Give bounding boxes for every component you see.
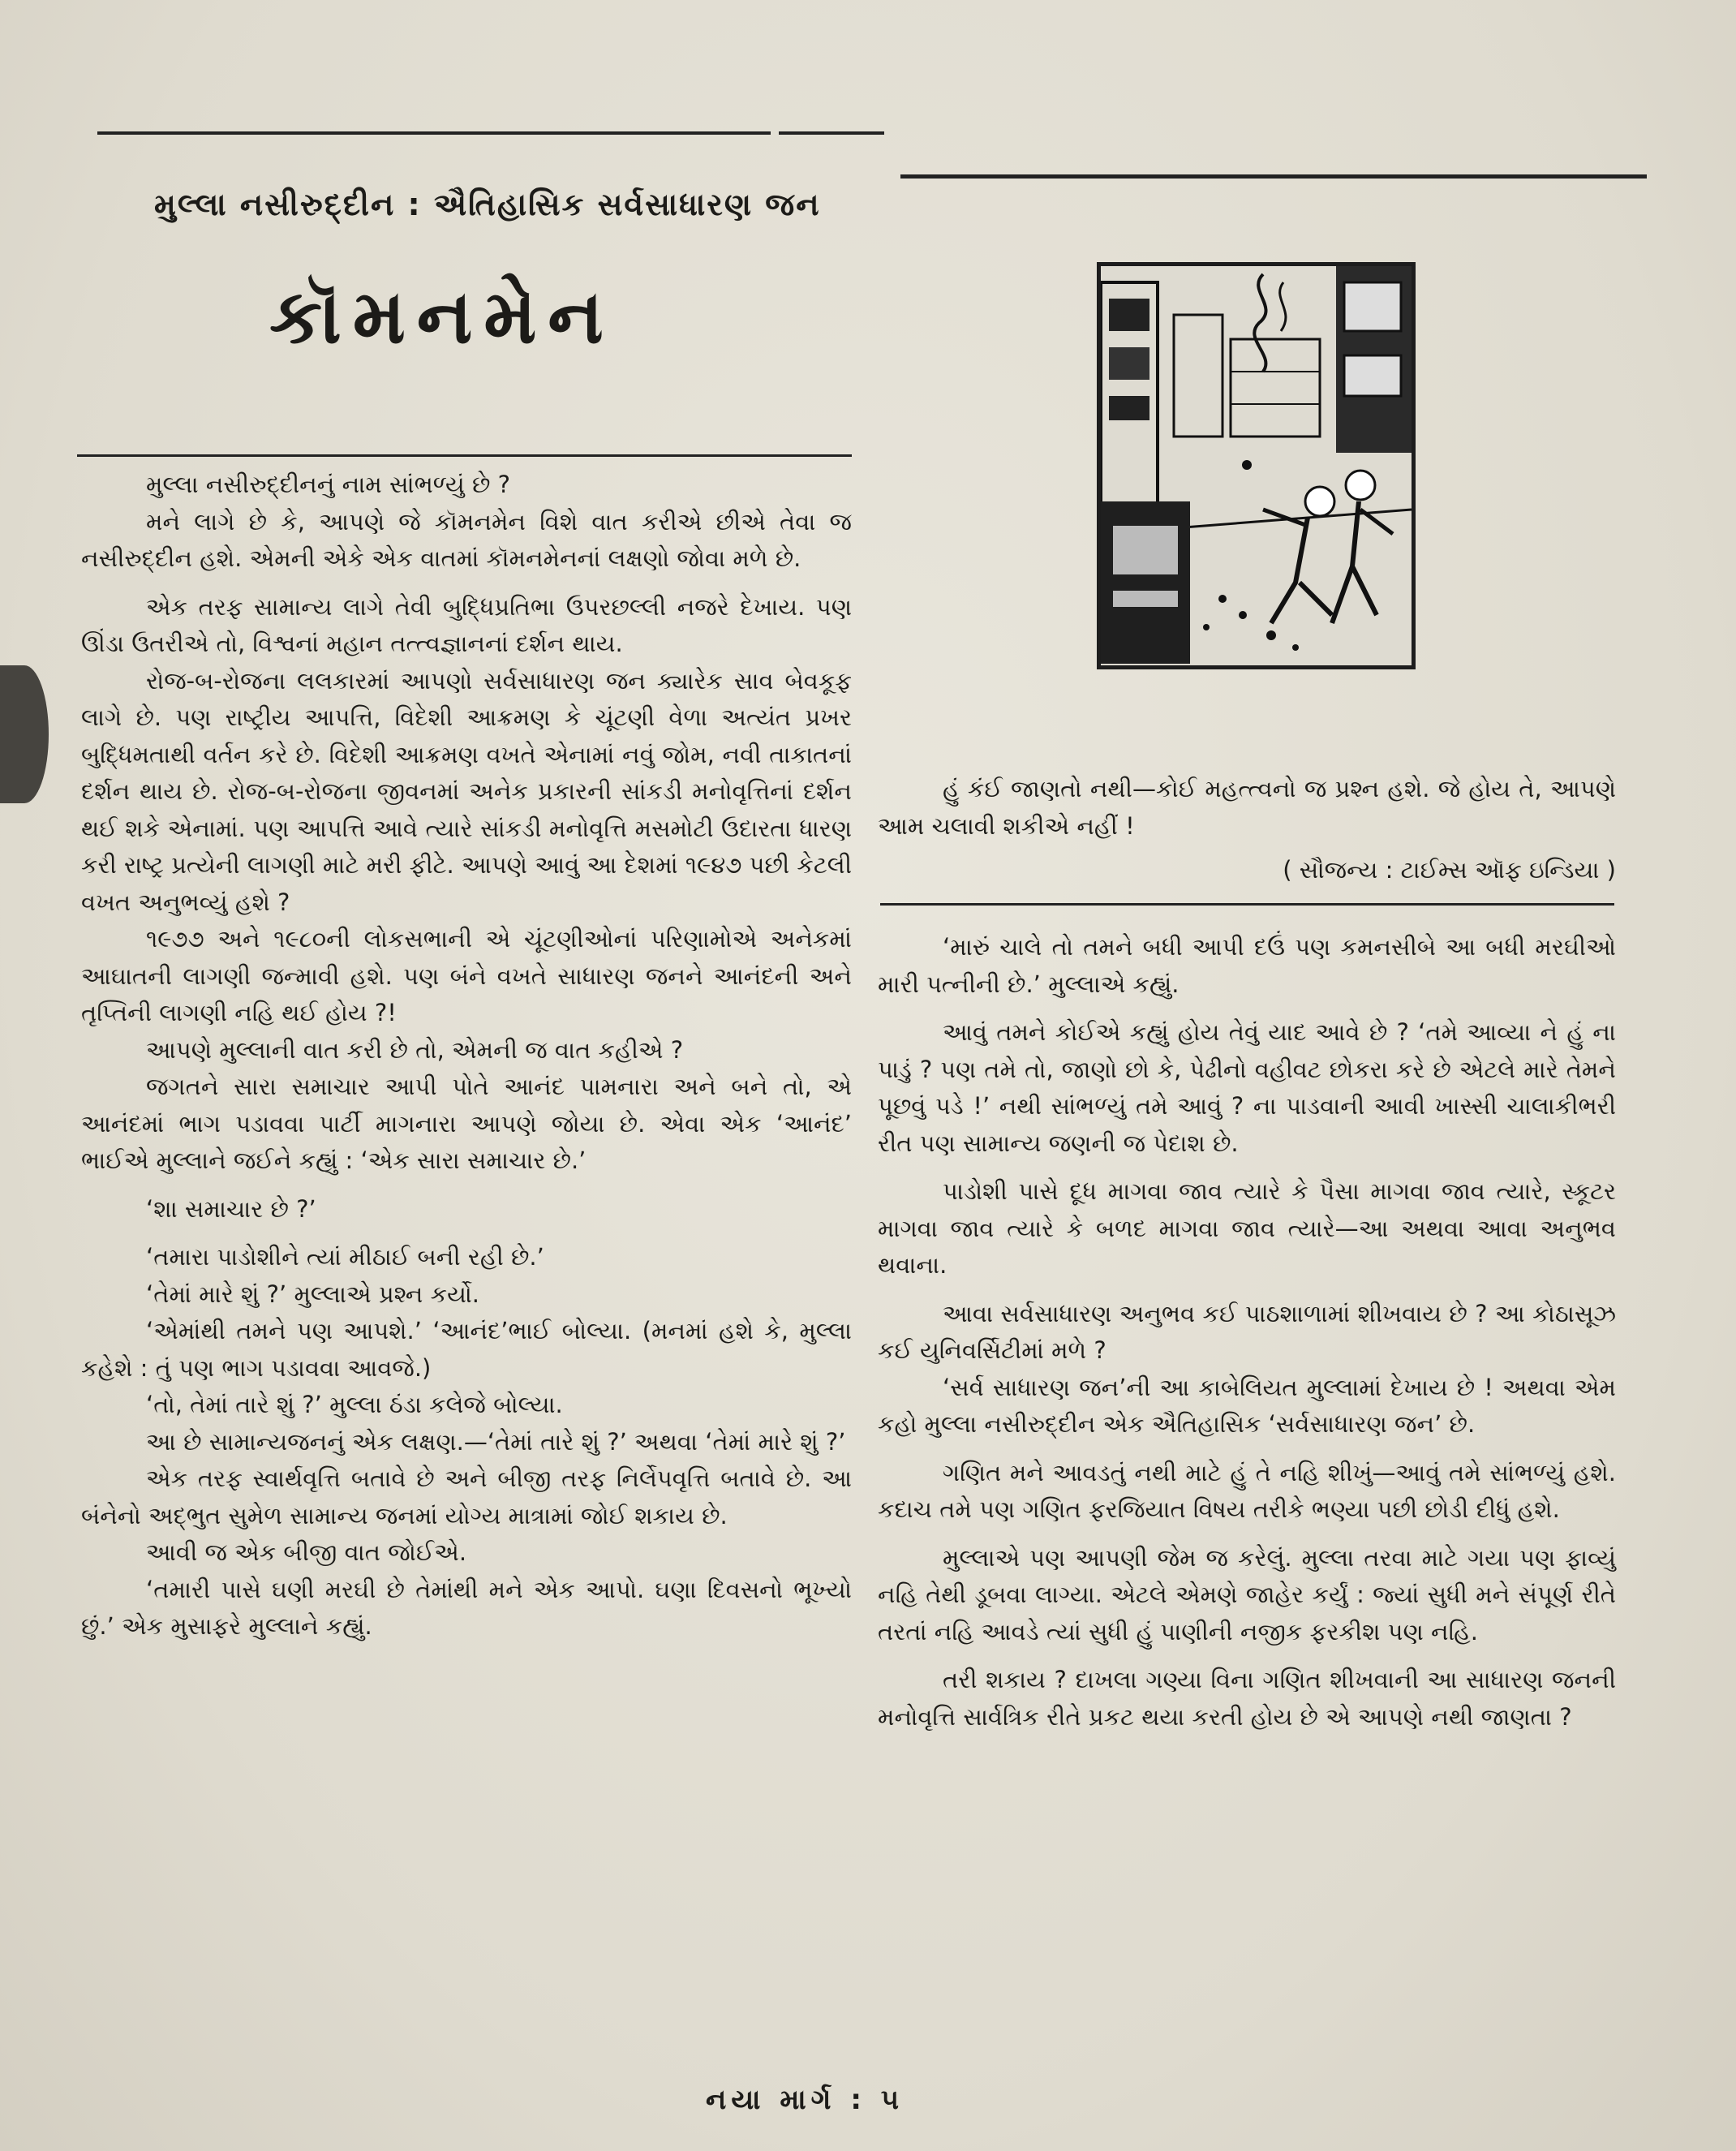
top-rule-mid [779,131,884,135]
paragraph: એક તરફ સામાન્ય લાગે તેવી બુદ્ધિપ્રતિભા ઉપરછલ્લી નજરે દેખાય. પણ ઊંડા ઉતરીએ તો, વિશ્વનાં મહાન તત્ત્વજ્ઞાનનાં દર્શન થાય. [81,592,852,657]
dialogue-line: ‘એમાંથી તમને પણ આપશે.’ ‘આનંદ’ભાઈ બોલ્યા. (મનમાં હશે કે, મુલ્લા કહેશે : તું પણ ભાગ પડાવવા આવજે.) [81,1317,852,1382]
dialogue-line: ‘તેમાં મારે શું ?’ મુલ્લાએ પ્રશ્ન કર્યો. [146,1280,480,1308]
paragraph: રોજ-બ-રોજના લલકારમાં આપણો સર્વસાધારણ જન ક્યારેક સાવ બેવકૂફ લાગે છે. પણ રાષ્ટ્રીય આપત્તિ, વિદેશી આક્રમણ કે ચૂંટણી વેળા અત્યંત પ્રખર બુદ્ધિમતાથી વર્તન કરે છે. વિદેશી આક્રમણ વખતે એનામાં નવું જોમ, નવી તાકાતનાં દર્શન થાય છે. રોજ-બ-રોજના જીવનમાં અનેક પ્રકારની સાંકડી મનોવૃત્તિનાં દર્શન થઈ શકે એનામાં. પણ આપત્તિ આવે ત્યારે સાંકડી મનોવૃત્તિ મસમોટી ઉદારતા ધારણ કરી રાષ્ટ્ર પ્રત્યેની લાગણી માટે મરી ફીટે. આપણે આવું આ દેશમાં ૧૯૪૭ પછી કેટલી વખત અનુભવ્યું હશે ? [81,666,852,916]
right-column [878,929,1616,1736]
caption-credit: ( સૌજન્ય : ટાઈમ્સ ઑફ ઇન્ડિયા ) [1283,856,1616,884]
page-damage [0,665,49,803]
paragraph: મુલ્લાએ પણ આપણી જેમ જ કરેલું. મુલ્લા તરવા માટે ગયા પણ ફાવ્યું નહિ તેથી ડૂબવા લાગ્યા. એટલે એમણે જાહેર કર્યું : જ્યાં સુધી મને સંપૂર્ણ રીતે તરતાં નહિ આવડે ત્યાં સુધી હું પાણીની નજીક ફરકીશ પણ નહિ. [878,1543,1616,1646]
paragraph: ગણિત મને આવડતું નથી માટે હું તે નહિ શીખું—આવું તમે સાંભળ્યું હશે. કદાચ તમે પણ ગણિત ફરજિયાત વિષય તરીકે ભણ્યા પછી છોડી દીધું હશે. [878,1458,1616,1523]
cartoon-illustration [1097,262,1416,669]
paragraph: ‘મારું ચાલે તો તમને બધી આપી દઉં પણ કમનસીબે આ બધી મરઘીઓ મારી પત્નીની છે.’ મુલ્લાએ કહ્યું. [878,933,1616,998]
title-rule [77,454,852,457]
dialogue-line: ‘તમારા પાડોશીને ત્યાં મીઠાઈ બની રહી છે.’ [146,1243,544,1271]
cartoon-caption [878,771,1616,884]
paragraph: મુલ્લા નસીરુદ્દીનનું નામ સાંભળ્યું છે ? [146,471,510,498]
paragraph: એક તરફ સ્વાર્થવૃત્તિ બતાવે છે અને બીજી તરફ નિર્લેપવૃત્તિ બતાવે છે. આ બંનેનો અદ્ભુત સુમેળ સામાન્ય જનમાં યોગ્ય માત્રામાં જોઈ શકાય છે. [81,1465,852,1529]
paragraph: જગતને સારા સમાચાર આપી પોતે આનંદ પામનારા અને બને તો, એ આનંદમાં ભાગ પડાવવા પાર્ટી માગનારા આપણે જોયા છે. એવા એક ‘આનંદ’ ભાઈએ મુલ્લાને જઈને કહ્યું : ‘એક સારા સમાચાર છે.’ [81,1073,852,1174]
page-folio: નયા માર્ગ : ૫ [706,2084,905,2116]
paragraph: આ છે સામાન્યજનનું એક લક્ષણ.—‘તેમાં તારે શું ?’ અથવા ‘તેમાં મારે શું ?’ [146,1427,846,1456]
article-header [81,187,852,362]
caption-rule [880,903,1614,906]
caption-text: હું કંઈ જાણતો નથી—કોઈ મહત્ત્વનો જ પ્રશ્ન હશે. જે હોય તે, આપણે આમ ચલાવી શકીએ નહીં ! [878,775,1616,840]
cartoon-drawing [1101,266,1412,665]
paragraph: આવું તમને કોઈએ કહ્યું હોય તેવું યાદ આવે છે ? ‘તમે આવ્યા ને હું ના પાડું ? પણ તમે તો, જાણો છો કે, પેઢીનો વહીવટ છોકરા કરે છે એટલે મારે તેમને પૂછવું પડે !’ નથી સાંભળ્યું તમે આવું ? ના પાડવાની આવી ખાસ્સી ચાલાકીભરી રીત પણ સામાન્ય જણની જ પેદાશ છે. [878,1018,1616,1157]
article-kicker: મુલ્લા નસીરુદ્દીન : ઐતિહાસિક સર્વસાધારણ જન [154,187,821,222]
paragraph: મને લાગે છે કે, આપણે જે કૉમનમેન વિશે વાત કરીએ છીએ તેવા જ નસીરુદ્દીન હશે. એમની એકે એક વાતમાં કૉમનમેનનાં લક્ષણો જોવા મળે છે. [81,507,852,572]
paragraph: તરી શકાય ? દાખલા ગણ્યા વિના ગણિત શીખવાની આ સાધારણ જનની મનોવૃત્તિ સાર્વત્રિક રીતે પ્રકટ થયા કરતી હોય છે એ આપણે નથી જાણતા ? [878,1666,1616,1731]
paragraph: આવા સર્વસાધારણ અનુભવ કઈ પાઠશાળામાં શીખવાય છે ? આ કોઠાસૂઝ કઈ યુનિવર્સિટીમાં મળે ? [878,1299,1616,1364]
top-rule-right [900,174,1647,179]
paragraph: પાડોશી પાસે દૂધ માગવા જાવ ત્યારે કે પૈસા માગવા જાવ ત્યારે, સ્કૂટર માગવા જાવ ત્યારે કે બળદ માગવા જાવ ત્યારે—આ અથવા આવા અનુભવ થવાના. [878,1177,1616,1279]
dialogue-line: ‘તો, તેમાં તારે શું ?’ મુલ્લા ઠંડા કલેજે બોલ્યા. [146,1391,563,1418]
paragraph: ૧૯૭૭ અને ૧૯૮૦ની લોકસભાની એ ચૂંટણીઓનાં પરિણામોએ અનેકમાં આઘાતની લાગણી જન્માવી હશે. પણ બંને વખતે સાધારણ જનને આનંદની અને તૃપ્તિની લાગણી નહિ થઈ હોય ?! [81,925,852,1026]
article-title: કૉમનમેન [269,273,615,360]
left-column [81,467,852,1646]
paragraph: આપણે મુલ્લાની વાત કરી છે તો, એમની જ વાત કહીએ ? [146,1035,684,1064]
paragraph: ‘તમારી પાસે ઘણી મરઘી છે તેમાંથી મને એક આપો. ઘણા દિવસનો ભૂખ્યો છું.’ એક મુસાફરે મુલ્લાને કહ્યું. [81,1575,852,1640]
paragraph: ‘સર્વ સાધારણ જન’ની આ કાબેલિયત મુલ્લામાં દેખાય છે ! અથવા એમ કહો મુલ્લા નસીરુદ્દીન એક ઐતિહાસિક ‘સર્વસાધારણ જન’ છે. [878,1373,1616,1438]
paragraph: આવી જ એક બીજી વાત જોઈએ. [146,1538,467,1566]
top-rule-left [97,131,771,135]
dialogue-line: ‘શા સમાચાર છે ?’ [146,1194,316,1223]
